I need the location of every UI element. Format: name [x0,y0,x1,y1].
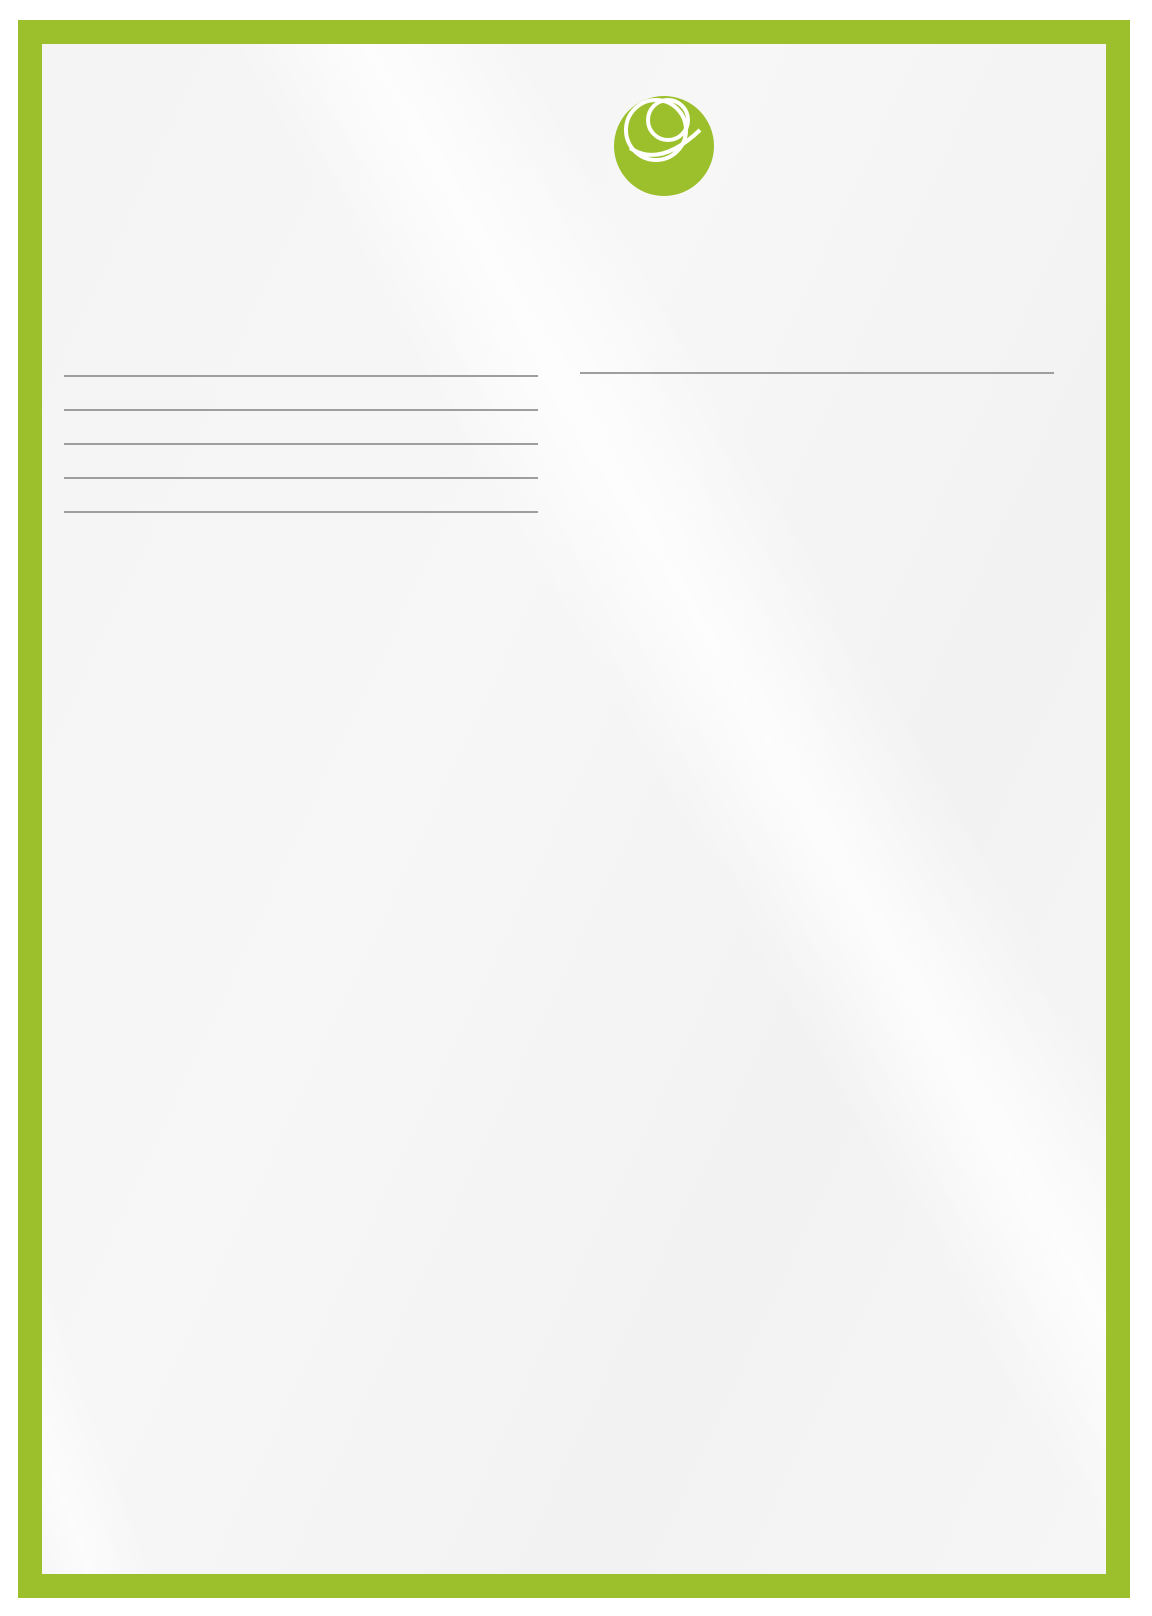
green-border-frame [18,20,1130,1598]
letter-heading [64,479,538,513]
contact-row [64,445,538,479]
contact-row [64,411,538,445]
right-column-list [580,372,1054,374]
logo-swirl-icon [610,90,720,200]
company-logo [610,90,1080,240]
gloss-sheen [42,44,1106,1574]
letter-heading [64,377,538,411]
left-column-list [64,375,538,513]
